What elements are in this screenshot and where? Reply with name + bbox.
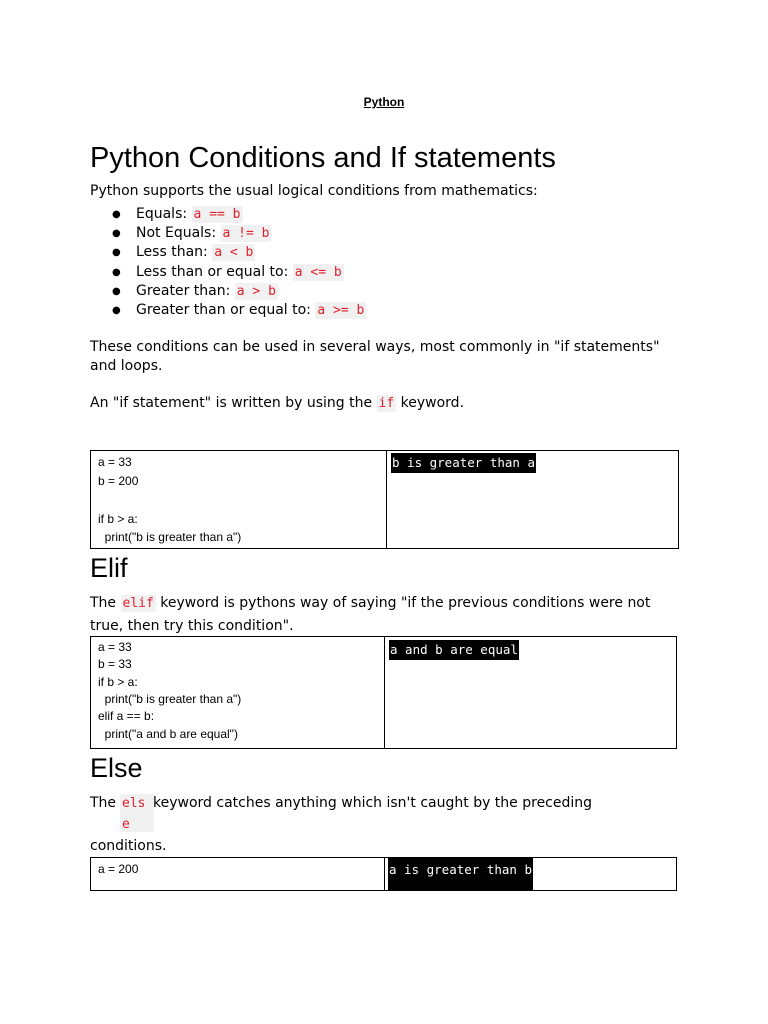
code-cell bbox=[91, 858, 385, 890]
else-keyword-code bbox=[120, 794, 154, 832]
else-heading: Else bbox=[90, 753, 143, 783]
if-example-table bbox=[90, 450, 679, 549]
condition-code: a < b bbox=[214, 245, 254, 261]
elif-line: true, then try this condition". bbox=[90, 618, 294, 634]
document-header: Python bbox=[363, 95, 405, 109]
output-result: b is greater than a bbox=[391, 453, 536, 473]
elif-text-after: keyword is pythons way of saying "if the previous conditions were not bbox=[155, 595, 651, 611]
list-item bbox=[112, 205, 366, 224]
bullet-icon: ● bbox=[112, 285, 121, 297]
if-text-after: keyword. bbox=[396, 395, 465, 411]
code-line: print("b is greater than a") bbox=[98, 692, 242, 706]
code-line: a = 33 bbox=[98, 455, 132, 469]
code-line: elif a == b: bbox=[98, 709, 155, 723]
else-example-table bbox=[90, 857, 677, 891]
bullet-icon: ● bbox=[112, 209, 121, 220]
code-cell bbox=[91, 451, 387, 548]
elif-keyword-code: elif bbox=[122, 596, 154, 611]
elif-example-table bbox=[90, 636, 677, 749]
condition-code: a <= b bbox=[294, 264, 342, 280]
else-code-part: e bbox=[122, 817, 130, 832]
code-line: b = 200 bbox=[98, 474, 139, 488]
usage-line: and loops. bbox=[90, 358, 163, 374]
list-item bbox=[112, 282, 366, 301]
condition-label: Equals: bbox=[136, 206, 192, 222]
elif-line bbox=[90, 594, 650, 613]
code-line: if b > a: bbox=[98, 675, 138, 689]
code-cell bbox=[91, 637, 385, 748]
intro-paragraph: Python supports the usual logical conditions from mathematics: bbox=[90, 183, 538, 199]
else-line bbox=[90, 794, 593, 834]
bullet-icon: ● bbox=[112, 247, 121, 259]
output-result: a and b are equal bbox=[389, 640, 519, 660]
condition-label: Greater than or equal to: bbox=[136, 301, 316, 318]
else-paragraph bbox=[90, 794, 593, 856]
else-text-before: The bbox=[90, 795, 117, 811]
output-result: a is greater than b bbox=[388, 858, 533, 890]
bullet-icon: ● bbox=[112, 228, 121, 240]
condition-code: a > b bbox=[236, 283, 276, 299]
elif-paragraph bbox=[90, 594, 650, 636]
list-item bbox=[112, 243, 366, 262]
else-line: conditions. bbox=[90, 838, 167, 854]
else-text-after: keyword catches anything which isn't caught by the preceding bbox=[153, 795, 593, 811]
list-item bbox=[112, 301, 366, 320]
code-line: print("b is greater than a") bbox=[98, 530, 242, 544]
list-item bbox=[112, 263, 366, 282]
usage-paragraph bbox=[90, 338, 660, 376]
conditions-list bbox=[112, 205, 366, 320]
else-code-part: els bbox=[122, 796, 146, 811]
condition-code: a >= b bbox=[317, 302, 365, 318]
condition-code: a != b bbox=[222, 226, 270, 242]
code-line: a = 33 bbox=[98, 640, 132, 654]
if-text-before: An "if statement" is written by using the bbox=[90, 395, 377, 411]
elif-text-before: The bbox=[90, 595, 121, 611]
condition-label: Not Equals: bbox=[136, 225, 221, 242]
list-item bbox=[112, 224, 366, 243]
condition-label: Less than: bbox=[136, 244, 213, 261]
bullet-icon: ● bbox=[112, 304, 121, 316]
condition-label: Less than or equal to: bbox=[136, 263, 293, 280]
condition-label: Greater than: bbox=[136, 282, 235, 299]
bullet-icon: ● bbox=[112, 266, 121, 278]
elif-heading: Elif bbox=[90, 553, 128, 583]
code-line: print("a and b are equal") bbox=[98, 727, 238, 741]
code-line: a = 200 bbox=[98, 862, 139, 876]
code-line: b = 33 bbox=[98, 657, 132, 671]
code-line: if b > a: bbox=[98, 512, 138, 526]
condition-code: a == b bbox=[193, 207, 241, 222]
page-title: Python Conditions and If statements bbox=[90, 142, 556, 174]
usage-line: These conditions can be used in several ways, most commonly in "if statements" bbox=[90, 339, 660, 355]
if-paragraph bbox=[90, 394, 464, 413]
if-keyword-code: if bbox=[378, 396, 395, 411]
